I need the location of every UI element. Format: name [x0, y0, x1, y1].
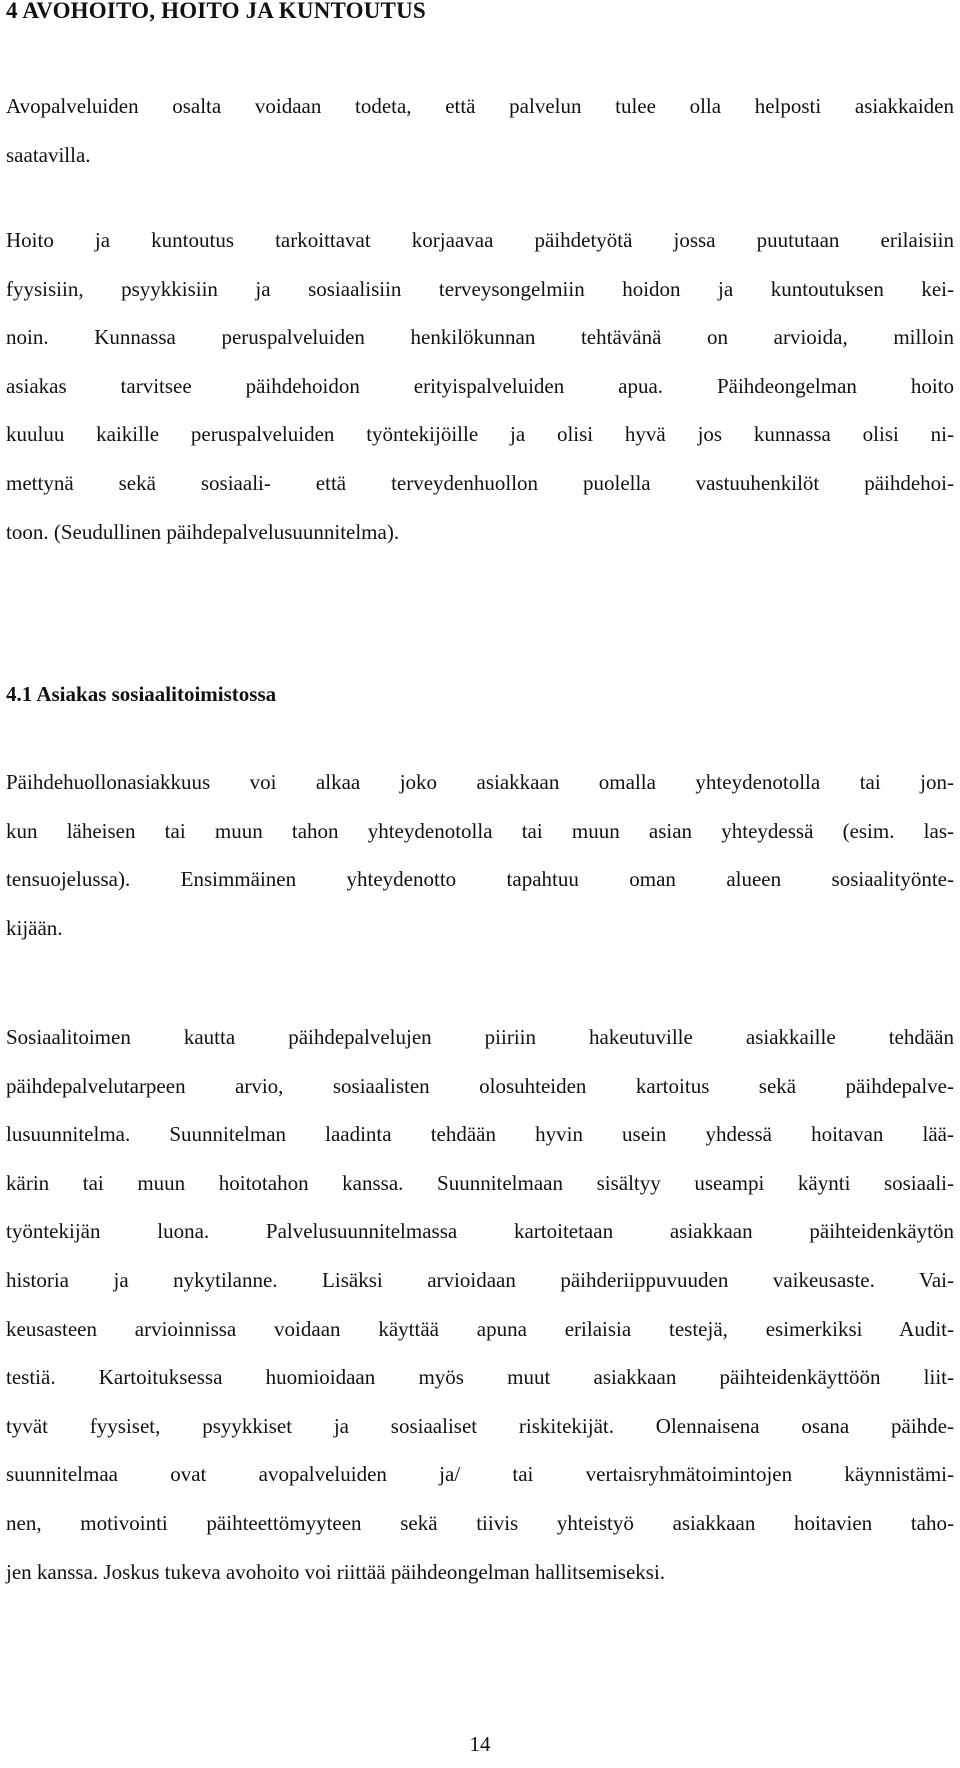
paragraph-line: kun läheisen tai muun tahon yhteydenotolla tai muun asian yhteydessä (esim. las-: [6, 818, 954, 843]
paragraph-line: lusuunnitelma. Suunnitelman laadinta tehdään hyvin usein yhdessä hoitavan lää-: [6, 1122, 954, 1147]
paragraph-line: kärin tai muun hoitotahon kanssa. Suunnitelmaan sisältyy useampi käynti sosiaali-: [6, 1170, 954, 1195]
paragraph-line: nen, motivointi päihteettömyyteen sekä tiivis yhteistyö asiakkaan hoitavien taho-: [6, 1510, 954, 1535]
paragraph-line: Hoito ja kuntoutus tarkoittavat korjaavaa päihdetyötä jossa puututaan erilaisiin: [6, 228, 954, 252]
paragraph-line: päihdepalvelutarpeen arvio, sosiaalisten olosuhteiden kartoitus sekä päihdepalve-: [6, 1073, 954, 1098]
paragraph-line: saatavilla.: [6, 142, 91, 167]
paragraph-line: kuuluu kaikille peruspalveluiden työntekijöille ja olisi hyvä jos kunnassa olisi ni-: [6, 422, 954, 447]
paragraph-line: tensuojelussa). Ensimmäinen yhteydenotto tapahtuu oman alueen sosiaalityönte-: [6, 867, 954, 892]
paragraph-line: kijään.: [6, 915, 63, 940]
paragraph-line: noin. Kunnassa peruspalveluiden henkilökunnan tehtävänä on arvioida, milloin: [6, 325, 954, 350]
paragraph-line: toon. (Seudullinen päihdepalvelusuunnitelma).: [6, 519, 400, 544]
paragraph-3: [6, 768, 954, 962]
paragraph-line: työntekijän luona. Palvelusuunnitelmassa kartoitetaan asiakkaan päihteidenkäytön: [6, 1219, 954, 1244]
paragraph-line: testiä. Kartoituksessa huomioidaan myös muut asiakkaan päihteidenkäyttöön liit-: [6, 1365, 954, 1390]
paragraph-line: jen kanssa. Joskus tukeva avohoito voi riittää päihdeongelman hallitsemiseksi.: [6, 1559, 666, 1584]
paragraph-line: fyysisiin, psyykkisiin ja sosiaalisiin terveysongelmiin hoidon ja kuntoutuksen kei-: [6, 276, 954, 301]
paragraph-line: mettynä sekä sosiaali- että terveydenhuollon puolella vastuuhenkilöt päihdehoi-: [6, 470, 954, 495]
paragraph-line: tyvät fyysiset, psyykkiset ja sosiaaliset riskitekijät. Olennaisena osana päihde-: [6, 1413, 954, 1438]
page-number: 14: [469, 1732, 491, 1756]
paragraph-line: suunnitelmaa ovat avopalveluiden ja/ tai vertaisryhmätoimintojen käynnistämi-: [6, 1462, 954, 1487]
paragraph-line: historia ja nykytilanne. Lisäksi arvioidaan päihderiippuvuuden vaikeusaste. Vai-: [6, 1267, 954, 1292]
paragraph-4: [6, 1023, 954, 1606]
chapter-heading: 4 AVOHOITO, HOITO JA KUNTOUTUS: [6, 0, 426, 23]
paragraph-line: Päihdehuollonasiakkuus voi alkaa joko asiakkaan omalla yhteydenotolla tai jon-: [6, 770, 954, 794]
paragraph-2: [6, 226, 954, 566]
paragraph-line: Sosiaalitoimen kautta päihdepalvelujen piiriin hakeutuville asiakkaille tehdään: [6, 1025, 954, 1049]
section-heading: 4.1 Asiakas sosiaalitoimistossa: [6, 682, 277, 706]
paragraph-1: [6, 92, 954, 189]
paragraph-line: asiakas tarvitsee päihdehoidon erityispalveluiden apua. Päihdeongelman hoito: [6, 373, 954, 398]
paragraph-line: Avopalveluiden osalta voidaan todeta, että palvelun tulee olla helposti asiakkaiden: [6, 94, 954, 118]
paragraph-line: keusasteen arvioinnissa voidaan käyttää apuna erilaisia testejä, esimerkiksi Audit-: [6, 1316, 954, 1341]
